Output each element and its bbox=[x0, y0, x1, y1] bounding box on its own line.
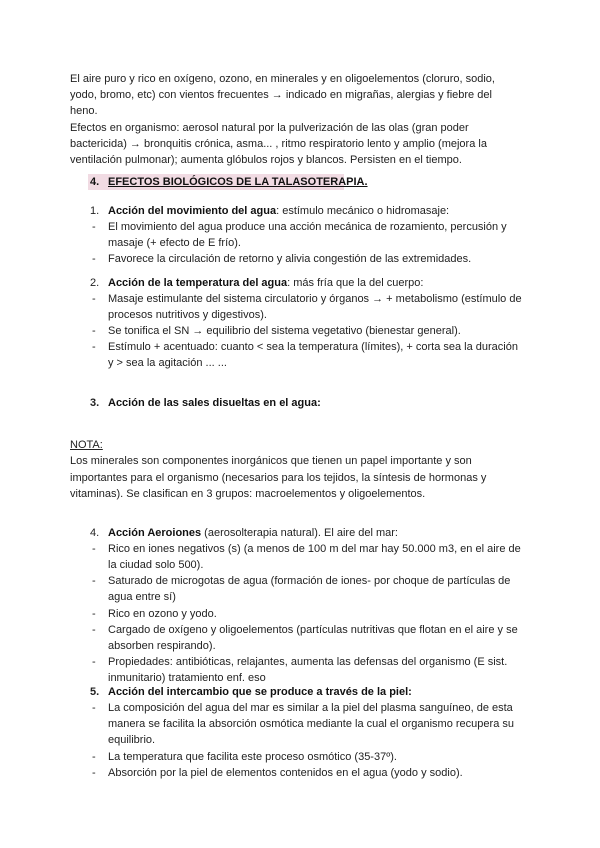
item-title: Acción del intercambio que se produce a través de la piel: bbox=[108, 686, 412, 698]
heading-number: 4. bbox=[90, 176, 100, 188]
bullet-text: Estímulo + acentuado: cuanto < sea la temperatura (límites), + corta sea la duración bbox=[108, 341, 518, 353]
bullet-text: El movimiento del agua produce una acción mecánica de rozamiento, percusión y bbox=[108, 221, 507, 233]
bullet-dash: - bbox=[92, 543, 96, 555]
item-title-line bbox=[108, 203, 449, 219]
item-title-line bbox=[108, 275, 423, 291]
bullet-text: Propiedades: antibióticas, relajantes, aumenta las defensas del organismo (E sist. bbox=[108, 656, 508, 668]
bullet-dash: - bbox=[92, 702, 96, 714]
bullet-dash: - bbox=[92, 325, 96, 337]
item-number: 3. bbox=[90, 397, 100, 409]
text-line: Efectos en organismo: aerosol natural por la pulverización de las olas (gran poder bbox=[70, 122, 469, 134]
item-number: 2. bbox=[90, 277, 100, 289]
bullet-text: Cargado de oxígeno y oligoelementos (partículas nutritivas que flotan en el aire y se bbox=[108, 624, 518, 636]
item-number: 5. bbox=[90, 686, 100, 698]
item-title-line bbox=[108, 395, 321, 411]
bullet-dash: - bbox=[92, 221, 96, 233]
bullet-text: Masaje estimulante del sistema circulatorio y órganos → + metabolismo (estímulo de bbox=[108, 293, 522, 305]
bullet-dash: - bbox=[92, 253, 96, 265]
bullet-dash: - bbox=[92, 767, 96, 779]
text-line: heno. bbox=[70, 105, 98, 117]
bullet-dash: - bbox=[92, 341, 96, 353]
bullet-text: La composición del agua del mar es similar a la piel del plasma sanguíneo, de esta bbox=[108, 702, 513, 714]
bullet-text: Rico en ozono y yodo. bbox=[108, 608, 217, 620]
item-title: Acción de la temperatura del agua bbox=[108, 277, 288, 289]
bullet-text: y > sea la agitación ... ... bbox=[108, 357, 227, 369]
text-line: yodo, bromo, etc) con vientos frecuentes → indicado en migrañas, alergias y fiebre del bbox=[70, 89, 492, 101]
bullet-text: Favorece la circulación de retorno y alivia congestión de las extremidades. bbox=[108, 253, 472, 265]
item-title: Acción Aeroiones bbox=[108, 527, 202, 539]
bullet-text: manera se facilita la absorción osmótica mediante la cual el organismo recupera su bbox=[108, 718, 514, 730]
item-title: Acción de las sales disueltas en el agua: bbox=[108, 397, 321, 409]
bullet-text: absorben respirando). bbox=[108, 640, 216, 652]
bullet-dash: - bbox=[92, 656, 96, 668]
bullet-text: Saturado de microgotas de agua (formación de iones- por choque de partículas de bbox=[108, 575, 511, 587]
section-heading: EFECTOS BIOLÓGICOS DE LA TALASOTERAPIA. bbox=[108, 176, 368, 188]
item-subtitle: (aerosolterapia natural). El aire del mar: bbox=[201, 527, 398, 539]
bullet-dash: - bbox=[92, 608, 96, 620]
note-label: NOTA: bbox=[70, 439, 103, 451]
bullet-dash: - bbox=[92, 293, 96, 305]
bullet-text: masaje (+ efecto de E frío). bbox=[108, 237, 241, 249]
bullet-text: La temperatura que facilita este proceso osmótico (35-37º). bbox=[108, 751, 397, 763]
bullet-dash: - bbox=[92, 751, 96, 763]
bullet-text: Absorción por la piel de elementos contenidos en el agua (yodo y sodio). bbox=[108, 767, 463, 779]
text-line: ventilación pulmonar); aumenta glóbulos rojos y blancos. Persisten en el tiempo. bbox=[70, 154, 462, 166]
bullet-text: agua entre sí) bbox=[108, 591, 176, 603]
bullet-text: Se tonifica el SN → equilibrio del sistema vegetativo (bienestar general). bbox=[108, 325, 461, 337]
item-title-line bbox=[108, 525, 398, 541]
bullet-text: procesos nutritivos y digestivos). bbox=[108, 309, 267, 321]
text-line: El aire puro y rico en oxígeno, ozono, en minerales y en oligoelementos (cloruro, sodio, bbox=[70, 73, 495, 85]
item-title: Acción del movimiento del agua bbox=[108, 205, 277, 217]
item-title-line bbox=[108, 684, 412, 700]
note-text: Los minerales son componentes inorgánicos que tienen un papel importante y son bbox=[70, 455, 472, 467]
bullet-text: inmunitario) tratamiento enf. eso bbox=[108, 672, 266, 684]
item-number: 1. bbox=[90, 205, 100, 217]
bullet-text: equilibrio. bbox=[108, 734, 156, 746]
note-text: vitaminas). Se clasifican en 3 grupos: macroelementos y oligoelementos. bbox=[70, 488, 426, 500]
bullet-dash: - bbox=[92, 575, 96, 587]
note-text: importantes para el organismo (necesarios para los tejidos, la síntesis de hormonas y bbox=[70, 472, 487, 484]
item-subtitle: : más fría que la del cuerpo: bbox=[287, 277, 424, 289]
bullet-text: la ciudad solo 500). bbox=[108, 559, 204, 571]
item-subtitle: : estímulo mecánico o hidromasaje: bbox=[276, 205, 450, 217]
bullet-text: Rico en iones negativos (s) (a menos de 100 m del mar hay 50.000 m3, en el aire de bbox=[108, 543, 521, 555]
bullet-dash: - bbox=[92, 624, 96, 636]
text-line: bactericida) → bronquitis crónica, asma... , ritmo respiratorio lento y amplio (mejora la bbox=[70, 138, 487, 150]
item-number: 4. bbox=[90, 527, 100, 539]
